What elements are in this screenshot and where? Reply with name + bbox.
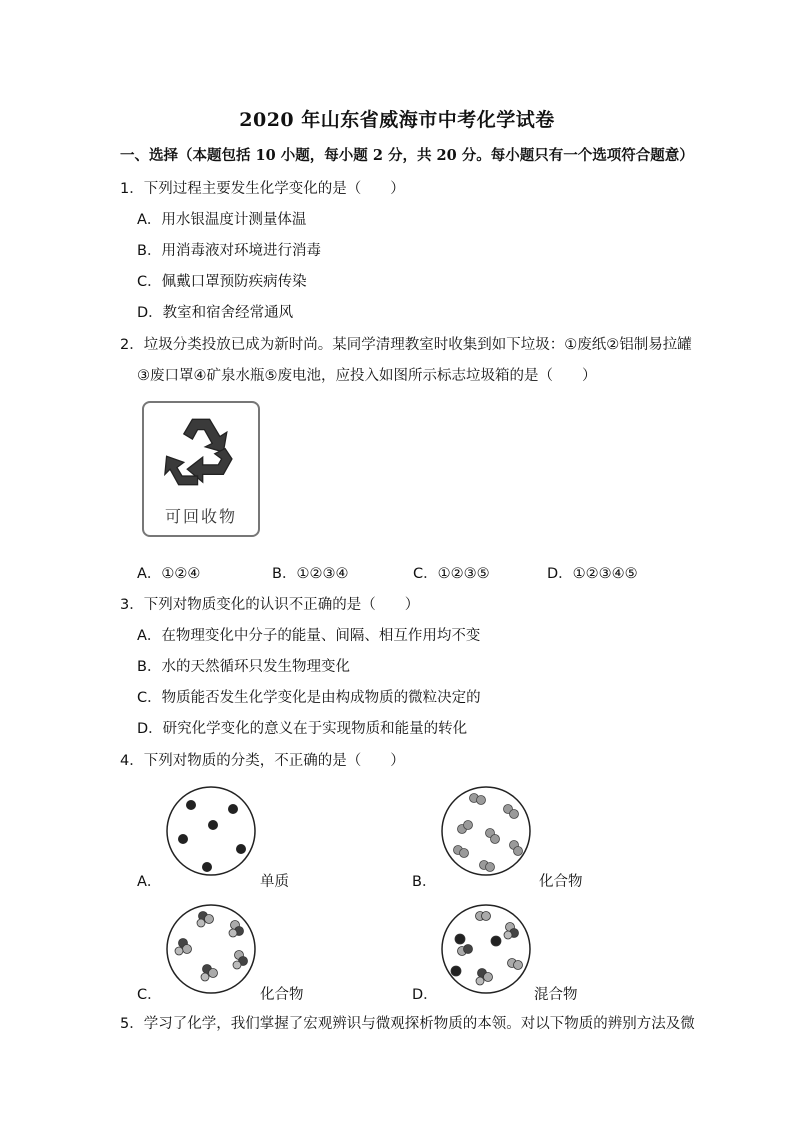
question-3-option-b: B．水的天然循环只发生物理变化	[137, 659, 350, 675]
question-2-choice-c: C．①②③⑤	[413, 566, 490, 582]
question-1-option-a: A．用水银温度计测量体温	[137, 212, 307, 228]
question-2-stem-line2: ③废口罩④矿泉水瓶⑤废电池，应投入如图所示标志垃圾箱的是（ ）	[137, 368, 597, 384]
question-1-stem: 1．下列过程主要发生化学变化的是（ ）	[120, 181, 405, 197]
question-3-option-a: A．在物理变化中分子的能量、间隔、相互作用均不变	[137, 628, 481, 644]
question-5-stem: 5．学习了化学，我们掌握了宏观辨识与微观探析物质的本领。对以下物质的辨别方法及微	[120, 1016, 695, 1032]
question-1-option-d: D．教室和宿舍经常通风	[137, 305, 294, 321]
question-3-stem: 3．下列对物质变化的认识不正确的是（ ）	[120, 597, 420, 613]
question-4-letter-c: C．	[137, 987, 162, 1003]
particle-diagram-b	[440, 785, 532, 877]
question-1-option-b: B．用消毒液对环境进行消毒	[137, 243, 321, 259]
question-4-label-b: 化合物	[539, 874, 583, 890]
question-2-choice-d: D．①②③④⑤	[547, 566, 638, 582]
question-4-stem: 4．下列对物质的分类，不正确的是（ ）	[120, 753, 405, 769]
question-4-letter-b: B．	[412, 874, 437, 890]
question-2-stem-line1: 2．垃圾分类投放已成为新时尚。某同学清理教室时收集到如下垃圾：①废纸②铝制易拉罐	[120, 337, 692, 353]
recycle-icon	[158, 409, 244, 495]
section-heading: 一、选择（本题包括 10 小题，每小题 2 分，共 20 分。每小题只有一个选项符合题意）	[120, 147, 694, 164]
question-4-label-c: 化合物	[260, 987, 304, 1003]
question-2-choice-b: B．①②③④	[272, 566, 349, 582]
question-4-label-a: 单质	[260, 874, 289, 890]
question-3-option-c: C．物质能否发生化学变化是由构成物质的微粒决定的	[137, 690, 481, 706]
particle-diagram-d	[440, 903, 532, 995]
particle-diagram-c	[165, 903, 257, 995]
particle-diagram-a	[165, 785, 257, 877]
question-4-label-d: 混合物	[534, 987, 578, 1003]
question-4-letter-a: A．	[137, 874, 162, 890]
question-1-option-c: C．佩戴口罩预防疾病传染	[137, 274, 307, 290]
page-title: 2020 年山东省威海市中考化学试卷	[239, 109, 555, 131]
recyclable-logo	[142, 401, 260, 537]
question-4-letter-d: D．	[412, 987, 438, 1003]
question-2-choice-a: A．①②④	[137, 566, 201, 582]
logo-caption: 可回收物	[164, 507, 237, 526]
question-3-option-d: D．研究化学变化的意义在于实现物质和能量的转化	[137, 721, 468, 737]
